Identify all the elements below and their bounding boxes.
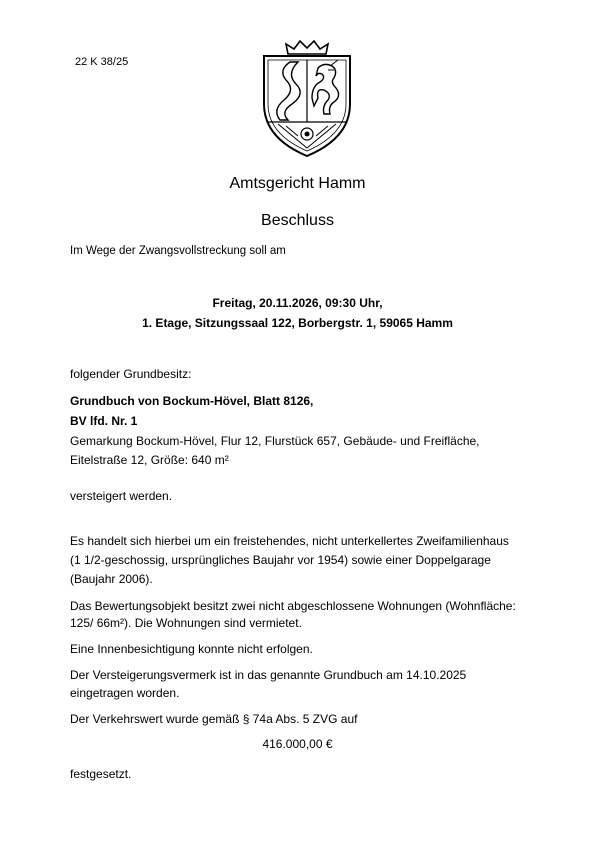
value-amount: 416.000,00 €: [262, 737, 333, 751]
note-line-1: Der Versteigerungsvermerk ist in das genannte Grundbuch am 14.10.2025: [70, 668, 467, 682]
inventory-number: BV lfd. Nr. 1: [70, 414, 138, 428]
value-intro: Der Verkehrswert wurde gemäß § 74a Abs. 5 ZVG auf: [70, 712, 358, 726]
parcel-line-2: Eitelstraße 12, Größe: 640 m²: [70, 453, 229, 467]
apartments-line-1: Das Bewertungsobjekt besitzt zwei nicht abgeschlossene Wohnungen (Wohnfläche:: [70, 599, 516, 613]
description-line-1: Es handelt sich hierbei um ein freistehendes, nicht unterkellertes Zweifamilienhaus: [70, 534, 509, 548]
case-number: 22 K 38/25: [75, 56, 129, 68]
description-line-2: (1 1/2-geschossig, ursprüngliches Baujahr vor 1954) sowie einer Doppelgarage: [70, 553, 491, 567]
auctioned-text: versteigert werden.: [70, 489, 173, 503]
intro-text: Im Wege der Zwangsvollstreckung soll am: [70, 245, 286, 257]
apartments-line-2: 125/ 66m²). Die Wohnungen sind vermietet.: [70, 616, 302, 630]
court-name: Amtsgericht Hamm: [229, 175, 366, 192]
parcel-line-1: Gemarkung Bockum-Hövel, Flur 12, Flurstück 657, Gebäude- und Freifläche,: [70, 434, 480, 448]
value-outro: festgesetzt.: [70, 767, 132, 781]
coat-of-arms-icon: [258, 40, 356, 158]
land-register: Grundbuch von Bockum-Hövel, Blatt 8126,: [70, 394, 314, 408]
property-intro: folgender Grundbesitz:: [70, 367, 192, 381]
note-line-2: eingetragen worden.: [70, 686, 180, 700]
description-line-3: (Baujahr 2006).: [70, 572, 153, 586]
document-heading: Beschluss: [261, 212, 334, 229]
appointment-place: 1. Etage, Sitzungssaal 122, Borbergstr. 1, 59065 Hamm: [142, 316, 453, 330]
appointment-date: Freitag, 20.11.2026, 09:30 Uhr,: [212, 296, 383, 310]
inspection-text: Eine Innenbesichtigung konnte nicht erfolgen.: [70, 642, 313, 656]
